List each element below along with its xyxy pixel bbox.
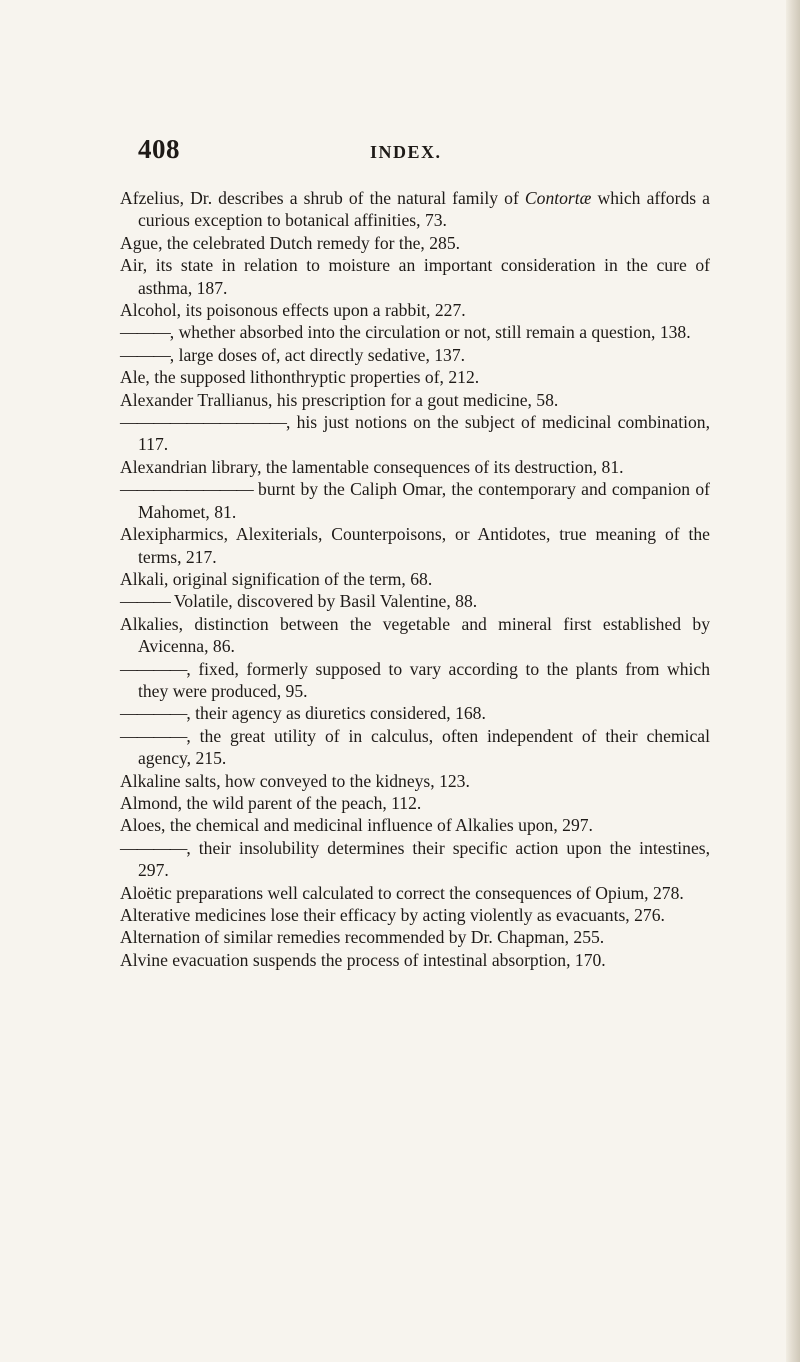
entry-text: Air, its state in relation to moisture an important consideration in the cure of asthma, 187.: [120, 255, 710, 298]
ditto-dash: ———: [120, 591, 170, 612]
ditto-dash: ————————: [120, 479, 253, 500]
entry-text: , his just notions on the subject of medicinal combination, 117.: [138, 412, 710, 455]
index-entry-alexander-2: [120, 411, 710, 456]
index-entry-alexipharmics: [120, 523, 710, 568]
index-entry-alcohol: [120, 299, 710, 321]
entry-text: , fixed, formerly supposed to vary according to the plants from which they were produced, 95.: [138, 658, 710, 701]
entry-text: Aloes, the chemical and medicinal influence of Alkalies upon, 297.: [120, 815, 593, 836]
index-entry-aloes: [120, 814, 710, 836]
index-entry-air: [120, 254, 710, 299]
entry-text: Alkali, original signification of the term, 68.: [120, 568, 433, 589]
index-entry-alexander: [120, 389, 710, 411]
index-entry-alkaline: [120, 770, 710, 792]
entry-text: , whether absorbed into the circulation or not, still remain a question, 138.: [169, 322, 691, 343]
entry-text: , the great utility of in calculus, often independent of their chemical agency, 215.: [138, 725, 710, 769]
entry-text: Alexandrian library, the lamentable consequences of its destruction, 81.: [120, 456, 624, 477]
ditto-dash: ———: [120, 322, 170, 343]
index-entry-alexandrian: [120, 456, 710, 478]
entry-text: Alternation of similar remedies recommended by Dr. Chapman, 255.: [120, 927, 605, 948]
entry-text: Almond, the wild parent of the peach, 112.: [120, 792, 422, 813]
ditto-dash: ————: [120, 658, 187, 679]
entry-text: Ale, the supposed lithonthryptic properties of, 212.: [120, 367, 480, 388]
index-entry-alkali: [120, 568, 710, 590]
page-header: [0, 134, 800, 174]
entry-text: burnt by the Caliph Omar, the contemporary and companion of Mahomet, 81.: [138, 479, 710, 522]
entry-text-continued: which affords a curious exception to botanical affinities, 73.: [138, 188, 710, 231]
entry-text: Alexander Trallianus, his prescription for a gout medicine, 58.: [120, 389, 559, 410]
index-entry-alcohol-3: [120, 344, 710, 366]
entry-text: Afzelius, Dr. describes a shrub of the natural family of: [120, 188, 525, 208]
index-entry-alternation: [120, 926, 710, 948]
index-entry-alkalies-2: [120, 658, 710, 703]
entry-text: Aloëtic preparations well calculated to correct the consequences of Opium, 278.: [120, 882, 684, 903]
entry-text: Alvine evacuation suspends the process of intestinal absorption, 170.: [120, 949, 606, 970]
entry-text: Alcohol, its poisonous effects upon a rabbit, 227.: [120, 300, 466, 321]
entry-text: Volatile, discovered by Basil Valentine, 88.: [169, 591, 478, 612]
index-entries: [120, 187, 710, 971]
index-entry-alkalies-4: [120, 725, 710, 770]
index-entry-alterative: [120, 904, 710, 926]
entry-italic-text: Contortæ: [524, 188, 592, 208]
ditto-dash: ———: [120, 344, 170, 365]
index-entry-almond: [120, 792, 710, 814]
page-edge: [786, 0, 800, 1362]
running-head: INDEX.: [370, 142, 442, 162]
entry-text: , their insolubility determines their specific action upon the intestines, 297.: [138, 837, 710, 881]
index-entry-alkalies-3: [120, 702, 710, 724]
index-entry-alexandrian-2: [120, 478, 710, 523]
index-entry-alvine: [120, 949, 710, 971]
index-entry-ale: [120, 366, 710, 388]
index-entry-ague: [120, 232, 710, 254]
entry-text: Alkaline salts, how conveyed to the kidneys, 123.: [120, 770, 470, 791]
entry-text: Alterative medicines lose their efficacy by acting violently as evacuants, 276.: [120, 905, 665, 925]
index-entry-alkalies: [120, 613, 710, 658]
entry-text: , large doses of, act directly sedative, 137.: [169, 344, 466, 365]
ditto-dash: ————: [120, 725, 187, 746]
ditto-dash: ——————————: [120, 412, 286, 433]
index-entry-alkali-2: [120, 590, 710, 612]
entry-text: , their agency as diuretics considered, 168.: [186, 703, 486, 724]
entry-text: Ague, the celebrated Dutch remedy for the, 285.: [120, 232, 461, 253]
index-entry-alcohol-2: [120, 321, 710, 343]
index-entry-afzelius: [120, 187, 710, 232]
page-number: 408: [138, 134, 180, 164]
ditto-dash: ————: [120, 837, 187, 858]
ditto-dash: ————: [120, 703, 187, 724]
index-entry-aloes-2: [120, 837, 710, 882]
entry-text: Alexipharmics, Alexiterials, Counterpoisons, or Antidotes, true meaning of the terms, 217.: [120, 524, 710, 567]
entry-text: Alkalies, distinction between the vegetable and mineral first established by Avicenna, 86.: [120, 613, 710, 657]
index-entry-aloetic: [120, 882, 710, 904]
